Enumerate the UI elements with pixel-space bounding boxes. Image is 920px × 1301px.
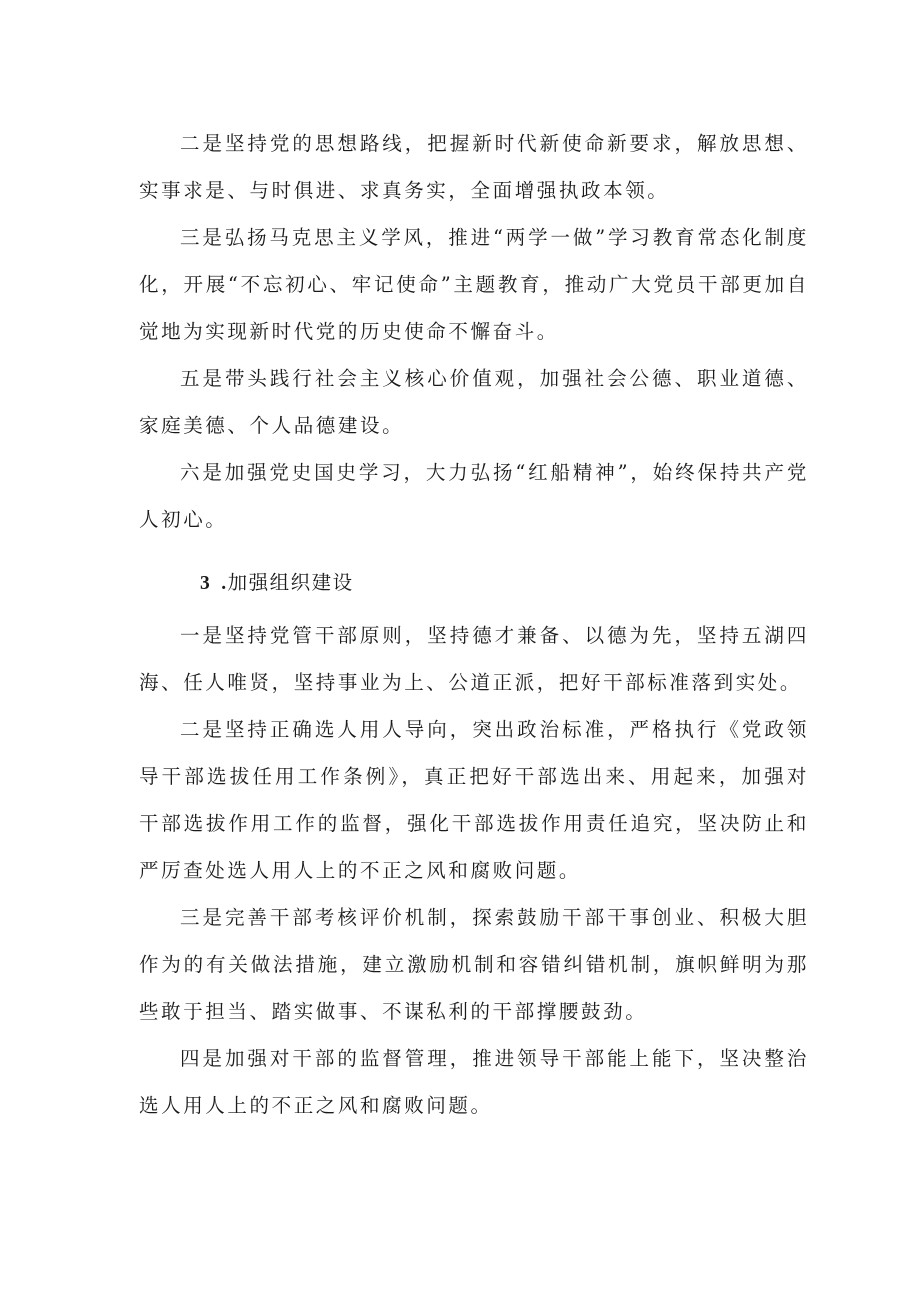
paragraph-ideological-line: 二是坚持党的思想路线，把握新时代新使命新要求，解放思想、实事求是、与时俱进、求真务实，全面增强执政本领。 bbox=[139, 132, 809, 202]
section-number: 3 bbox=[200, 573, 212, 594]
section-separator: . bbox=[221, 573, 228, 594]
section-heading bbox=[200, 559, 354, 607]
paragraph-cadre-principle: 一是坚持党管干部原则，坚持德才兼备、以德为先，坚持五湖四海、任人唯贤，坚持事业为上、公道正派，把好干部标准落到实处。 bbox=[139, 624, 809, 694]
paragraph-marxist-study-style: 三是弘扬马克思主义学风，推进“两学一做”学习教育常态化制度化，开展“不忘初心、牢记使命”主题教育，推动广大党员干部更加自觉地为实现新时代党的历史使命不懈奋斗。 bbox=[139, 226, 809, 343]
paragraph-supervision-management: 四是加强对干部的监督管理，推进领导干部能上能下，坚决整治选人用人上的不正之风和腐败问题。 bbox=[139, 1047, 809, 1117]
paragraph-selection-orientation: 二是坚持正确选人用人导向，突出政治标准，严格执行《党政领导干部选拔任用工作条例》，真正把好干部选出来、用起来，加强对干部选拔作用工作的监督，强化干部选拔作用责任追究，坚决防止和严厉查处选人用人上的不正之风和腐败问题。 bbox=[139, 718, 809, 882]
section-title: 加强组织建设 bbox=[227, 571, 354, 594]
paragraph-evaluation-mechanism: 三是完善干部考核评价机制，探索鼓励干部干事创业、积极大胆作为的有关做法措施，建立激励机制和容错纠错机制，旗帜鲜明为那些敢于担当、踏实做事、不谋私利的干部撑腰鼓劲。 bbox=[139, 906, 809, 1023]
paragraph-core-values: 五是带头践行社会主义核心价值观，加强社会公德、职业道德、家庭美德、个人品德建设。 bbox=[139, 367, 809, 437]
paragraph-party-history: 六是加强党史国史学习，大力弘扬“红船精神”，始终保持共产党人初心。 bbox=[139, 461, 809, 531]
